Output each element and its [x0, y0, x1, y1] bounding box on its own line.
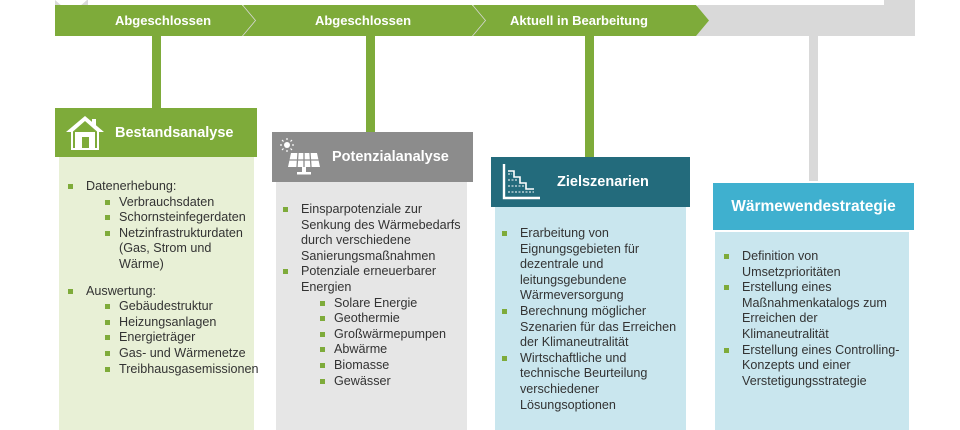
connector-2 — [366, 36, 375, 132]
list-item: Abwärme — [317, 342, 462, 358]
list-item: Netzinfrastrukturdaten (Gas, Strom und Wärme) — [102, 226, 254, 273]
step-chart-icon — [499, 162, 543, 202]
connector-4 — [809, 36, 818, 181]
column-2-header — [272, 132, 473, 182]
list-item: Geothermie — [317, 311, 462, 327]
column-3-header — [491, 157, 690, 207]
column-4-header — [711, 181, 916, 232]
column-2-list — [280, 202, 462, 389]
list-item: Verbrauchsdaten — [102, 195, 254, 211]
list-item: Gebäudestruktur — [102, 299, 254, 315]
list-item: Erarbeitung von Eignungsgebieten für dezentrale und leitungsgebundene Wärmeversorgung — [499, 226, 683, 304]
list-item: Heizungsanlagen — [102, 315, 254, 331]
column-1-header — [55, 108, 257, 157]
column-3-body — [495, 204, 686, 430]
column-2-title: Potenzialanalyse — [332, 149, 449, 165]
list-item: Gas- und Wärmenetze — [102, 346, 254, 362]
column-3-title: Zielszenarien — [557, 174, 649, 190]
column-1-title: Bestandsanalyse — [115, 124, 234, 141]
column-2-body — [276, 180, 467, 430]
group-label: Einsparpotenziale zur Senkung des Wärmebedarfs durch verschiedene Sanierungsmaßnahmen — [301, 202, 461, 263]
list-item: Berechnung möglicher Szenarien für das Erreichen der Klimaneutralität — [499, 304, 683, 351]
progress-step-1-label: Abgeschlossen — [114, 13, 212, 28]
progress-step-3-label: Aktuell in Bearbeitung — [510, 13, 648, 28]
list-item: Definition von Umsetzprioritäten — [721, 249, 905, 280]
list-item — [280, 264, 462, 389]
column-4-title: Wärmewendestrategie — [731, 197, 896, 215]
list-item — [65, 179, 254, 273]
group-label: Potenziale erneuerbarer Energien — [301, 264, 437, 294]
list-item: Wirtschaftliche und technische Beurteilung verschiedener Lösungsoptionen — [499, 351, 683, 413]
list-item: Biomasse — [317, 358, 462, 374]
column-1-list — [65, 179, 259, 377]
list-item: Erstellung eines Controlling-Konzepts und einer Verstetigungsstrategie — [721, 343, 905, 390]
list-item — [280, 202, 462, 264]
list-item: Treibhausgasemissionen — [102, 362, 254, 378]
list-item — [65, 283, 259, 378]
column-1-body — [59, 155, 259, 430]
column-3-list — [499, 226, 683, 413]
list-item: Energieträger — [102, 330, 254, 346]
connector-1 — [152, 36, 161, 108]
group-label: Datenerhebung: — [86, 179, 177, 193]
column-4-list — [721, 249, 905, 389]
progress-step-4 — [697, 5, 915, 36]
list-item: Schornsteinfegerdaten — [102, 210, 254, 226]
solar-panel-icon — [278, 137, 322, 177]
progress-step-2-label: Abgeschlossen — [314, 13, 412, 28]
list-item: Gewässer — [317, 374, 462, 390]
group-label: Auswertung: — [86, 283, 157, 298]
house-icon — [63, 113, 107, 153]
list-item: Großwärmepumpen — [317, 327, 462, 343]
column-4-body — [715, 230, 909, 430]
list-item: Solare Energie — [317, 296, 462, 312]
connector-3 — [585, 36, 594, 157]
list-item: Erstellung eines Maßnahmenkatalogs zum Erreichen der Klimaneutralität — [721, 280, 905, 342]
